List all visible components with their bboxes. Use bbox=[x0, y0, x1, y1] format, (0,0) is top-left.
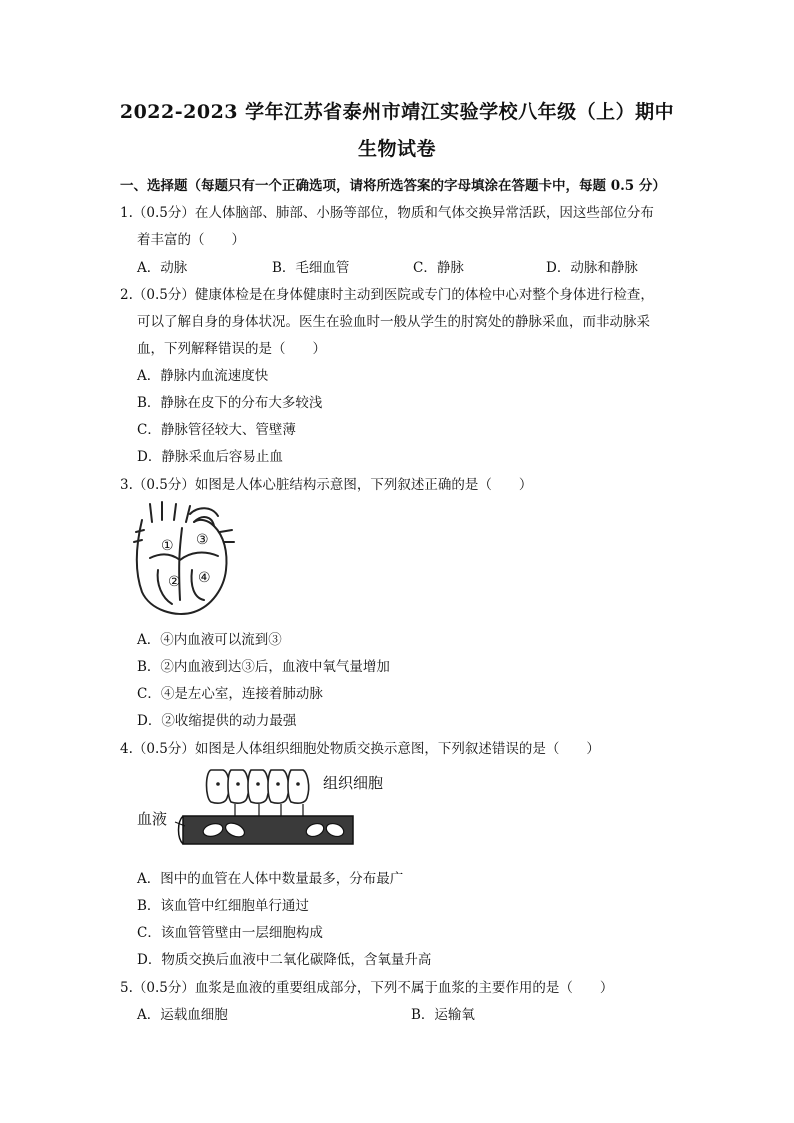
question-3-option-c[interactable]: C．④是左心室，连接着肺动脉 bbox=[137, 686, 323, 702]
question-3-option-b[interactable]: B．②内血液到达③后，血液中氧气量增加 bbox=[137, 659, 390, 675]
heart-diagram bbox=[128, 500, 238, 620]
paper-title-line1: 2022-2023 学年江苏省泰州市靖江实验学校八年级（上）期中 bbox=[119, 101, 675, 123]
question-5-option-a[interactable]: A．运载血细胞 bbox=[137, 1007, 228, 1023]
question-2-option-c[interactable]: C．静脉管径较大、管壁薄 bbox=[137, 422, 296, 438]
question-3-option-a[interactable]: A．④内血液可以流到③ bbox=[137, 632, 282, 648]
question-2-option-a[interactable]: A．静脉内血流速度快 bbox=[137, 368, 269, 384]
paper-title-line2: 生物试卷 bbox=[357, 138, 436, 160]
question-1-text-line1: 1.（0.5分）在人体脑部、肺部、小肠等部位，物质和气体交换异常活跃，因这些部位分布 bbox=[120, 205, 654, 221]
heart-label-4: ④ bbox=[198, 570, 211, 586]
blood-label: 血液 bbox=[137, 810, 168, 828]
question-3-text: 3.（0.5分）如图是人体心脏结构示意图，下列叙述正确的是（ ） bbox=[120, 477, 533, 493]
question-4-option-a[interactable]: A．图中的血管在人体中数量最多，分布最广 bbox=[137, 871, 404, 887]
tissue-exchange-diagram bbox=[135, 764, 405, 860]
question-2-option-b[interactable]: B．静脉在皮下的分布大多较浅 bbox=[137, 395, 323, 411]
question-1-option-b[interactable]: B．毛细血管 bbox=[272, 260, 350, 276]
tissue-cell-label: 组织细胞 bbox=[323, 774, 384, 792]
question-2-text-line1: 2.（0.5分）健康体检是在身体健康时主动到医院或专门的体检中心对整个身体进行检查， bbox=[120, 287, 654, 303]
section-heading: 一、选择题（每题只有一个正确选项，请将所选答案的字母填涂在答题卡中，每题 0.5 分） bbox=[120, 178, 666, 194]
question-4-option-c[interactable]: C．该血管管壁由一层细胞构成 bbox=[137, 925, 323, 941]
question-1-text-line2: 着丰富的（ ） bbox=[137, 232, 245, 248]
heart-label-1: ① bbox=[161, 538, 174, 554]
question-1-option-d[interactable]: D．动脉和静脉 bbox=[546, 260, 638, 276]
question-2-text-line3: 血，下列解释错误的是（ ） bbox=[137, 341, 326, 357]
question-4-option-d[interactable]: D．物质交换后血液中二氧化碳降低，含氧量升高 bbox=[137, 952, 432, 968]
question-5-text: 5.（0.5分）血浆是血液的重要组成部分，下列不属于血浆的主要作用的是（ ） bbox=[120, 980, 614, 996]
question-1-option-a[interactable]: A．动脉 bbox=[137, 260, 188, 276]
question-5-option-b[interactable]: B．运输氧 bbox=[411, 1007, 475, 1023]
question-2-option-d[interactable]: D．静脉采血后容易止血 bbox=[137, 449, 283, 465]
question-4-option-b[interactable]: B．该血管中红细胞单行通过 bbox=[137, 898, 309, 914]
question-3-option-d[interactable]: D．②收缩提供的动力最强 bbox=[137, 713, 297, 729]
heart-label-2: ② bbox=[168, 574, 181, 590]
question-4-text: 4.（0.5分）如图是人体组织细胞处物质交换示意图，下列叙述错误的是（ ） bbox=[120, 741, 600, 757]
question-1-option-c[interactable]: C．静脉 bbox=[413, 260, 464, 276]
heart-label-3: ③ bbox=[196, 532, 209, 548]
question-2-text-line2: 可以了解自身的身体状况。医生在验血时一般从学生的肘窝处的静脉采血，而非动脉采 bbox=[137, 314, 650, 330]
